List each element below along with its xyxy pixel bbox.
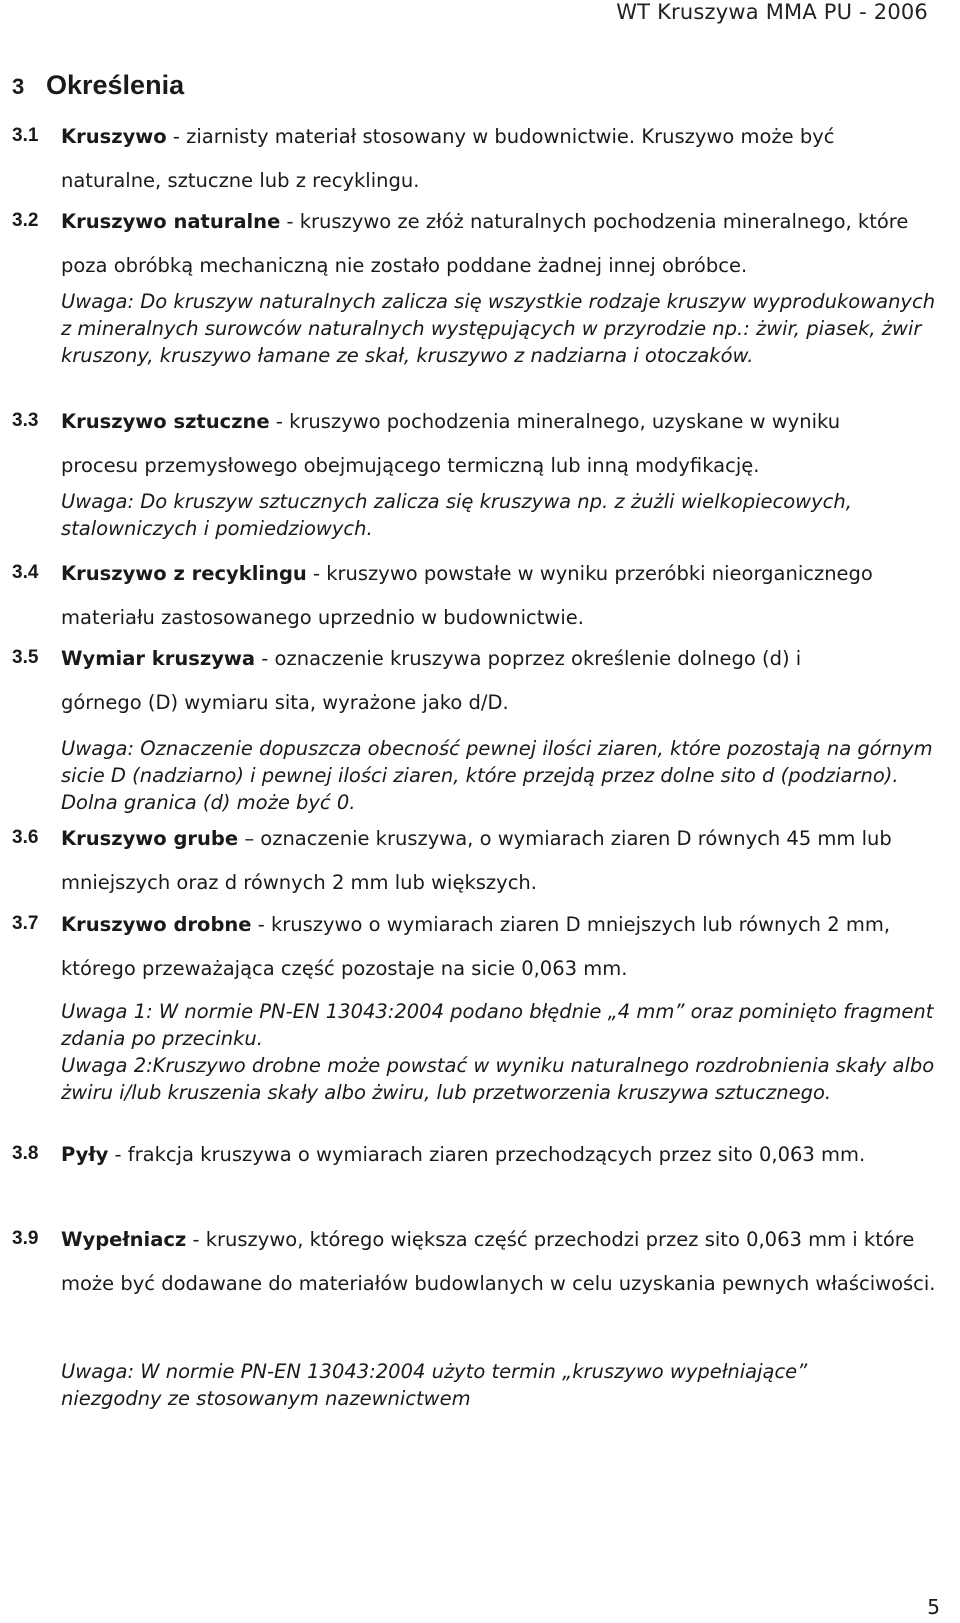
definition-number: 3.8 — [12, 1143, 39, 1164]
definition-term: Pyły — [61, 1143, 109, 1166]
definition-number: 3.9 — [12, 1228, 39, 1249]
definition-term: Kruszywo grube — [61, 827, 239, 850]
definition-separator: – — [238, 827, 261, 850]
definition-body — [61, 1133, 916, 1177]
definition-text: frakcja kruszywa o wymiarach ziaren przechodzących przez sito 0,063 mm. — [127, 1143, 866, 1166]
definition-body — [61, 817, 941, 905]
definition-note: Uwaga: Do kruszyw naturalnych zalicza się wszystkie rodzaje kruszyw wyprodukowanych z mineralnych surowców naturalnych występujących w przyrodzie np.: żwir, piasek, żwir kruszony, kruszywo łamane ze skał, kruszywo z nadziarna i otoczaków. — [61, 290, 936, 367]
definition-number: 3.6 — [12, 827, 39, 848]
definition-separator: - — [306, 562, 327, 585]
definition-term: Wypełniacz — [61, 1228, 187, 1251]
definition-text: kruszywo o wymiarach ziaren D mniejszych lub równych 2 mm, którego przeważająca część pozostaje na sicie 0,063 mm. — [61, 913, 891, 980]
definition-text: ziarnisty materiał stosowany w budownictwie. Kruszywo może być naturalne, sztuczne lub z recyklingu. — [61, 125, 835, 192]
page-number: 5 — [927, 1595, 940, 1619]
section-number: 3 — [12, 74, 25, 99]
definition-term: Kruszywo — [61, 125, 167, 148]
definition-body — [61, 552, 941, 640]
definition-note: Uwaga 1: W normie PN-EN 13043:2004 podano błędnie „4 mm” oraz pominięto fragment zdania po przecinku. — [61, 1000, 934, 1050]
section-title: Określenia — [46, 70, 185, 100]
definition-note: Uwaga: Do kruszyw sztucznych zalicza się kruszywa np. z żużli wielkopiecowych, stalowniczych i pomiedziowych. — [61, 490, 852, 540]
definition-note: Uwaga: Oznaczenie dopuszcza obecność pewnej ilości ziaren, które pozostają na górnym sicie D (nadziarno) i pewnej ilości ziaren, które przejdą przez dolne sito d (podziarno). Dolna granica (d) może być 0. — [61, 737, 933, 814]
definition-body — [61, 1218, 941, 1306]
definition-text: kruszywo powstałe w wyniku przeróbki nieorganicznego materiału zastosowanego uprzednio w budownictwie. — [61, 562, 873, 629]
definition-separator: - — [166, 125, 187, 148]
definition-body — [61, 400, 921, 488]
definition-text: oznaczenie kruszywa poprzez określenie dolnego (d) i górnego (D) wymiaru sita, wyrażone jako d/D. — [61, 647, 802, 714]
definition-number: 3.3 — [12, 410, 39, 431]
definition-text: kruszywo pochodzenia mineralnego, uzyskane w wyniku procesu przemysłowego obejmującego termiczną lub inną modyfikację. — [61, 410, 841, 477]
definition-number: 3.2 — [12, 210, 39, 231]
definition-separator: - — [269, 410, 290, 433]
definition-text: oznaczenie kruszywa, o wymiarach ziaren D równych 45 mm lub mniejszych oraz d równych 2 mm lub większych. — [61, 827, 892, 894]
definition-separator: - — [186, 1228, 206, 1251]
definition-term: Kruszywo z recyklingu — [61, 562, 307, 585]
definition-term: Kruszywo drobne — [61, 913, 252, 936]
section-heading — [12, 70, 184, 101]
definition-separator: - — [251, 913, 271, 936]
definition-body — [61, 200, 931, 288]
definition-text: kruszywo, którego większa część przechodzi przez sito 0,063 mm i które może być dodawane do materiałów budowlanych w celu uzyskania pewnych właściwości. — [61, 1228, 936, 1295]
definition-note: Uwaga: W normie PN-EN 13043:2004 użyto termin „kruszywo wypełniające” niezgodny ze stosowanym nazewnictwem — [61, 1360, 808, 1410]
definition-text: kruszywo ze złóż naturalnych pochodzenia mineralnego, które poza obróbką mechaniczną nie zostało poddane żadnej innej obróbce. — [61, 210, 909, 277]
definition-number: 3.1 — [12, 125, 39, 146]
definition-term: Wymiar kruszywa — [61, 647, 256, 670]
definition-body — [61, 637, 881, 725]
definition-body — [61, 903, 901, 991]
definition-note-2: Uwaga 2:Kruszywo drobne może powstać w wyniku naturalnego rozdrobnienia skały albo żwiru i/lub kruszenia skały albo żwiru, lub przetworzenia kruszywa sztucznego. — [61, 1054, 935, 1104]
definition-number: 3.5 — [12, 647, 39, 668]
definition-term: Kruszywo naturalne — [61, 210, 281, 233]
definition-term: Kruszywo sztuczne — [61, 410, 270, 433]
definition-number: 3.7 — [12, 913, 39, 934]
definition-separator: - — [108, 1143, 128, 1166]
definition-separator: - — [280, 210, 300, 233]
definition-separator: - — [255, 647, 275, 670]
document-header-reference: WT Kruszywa MMA PU - 2006 — [616, 0, 928, 24]
definition-number: 3.4 — [12, 562, 39, 583]
definition-body — [61, 115, 891, 203]
